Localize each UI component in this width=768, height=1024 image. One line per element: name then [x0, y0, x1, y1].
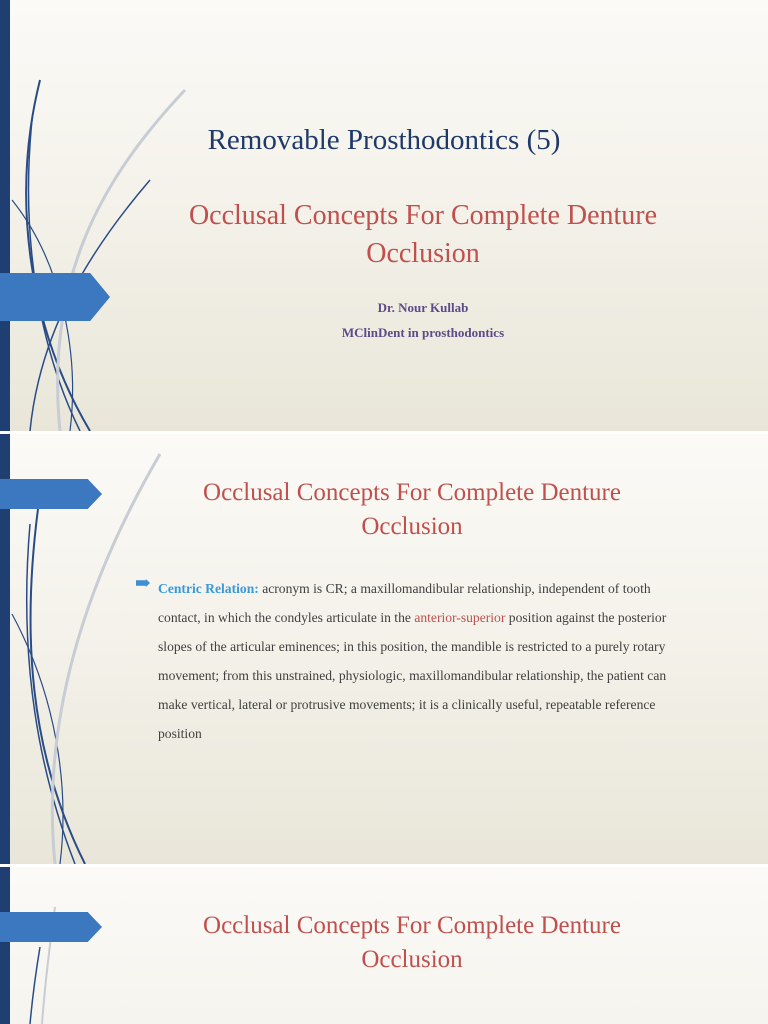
- subtitle-line-2: Occlusion: [366, 238, 480, 269]
- arrow-bullet-icon: [136, 579, 150, 587]
- presentation-subtitle: [80, 197, 766, 273]
- slide-title: [0, 0, 768, 431]
- bullet-term: Centric Relation:: [158, 581, 259, 596]
- bullet-text-part-1: acronym is CR; a maxillomandibular relationship, independent of tooth contact, in which the condyles articulate in the: [158, 581, 651, 625]
- presentation-title: Removable Prosthodontics (5): [207, 124, 561, 156]
- slide-occlusal-concepts: [0, 867, 768, 1024]
- slide-centric-relation: [0, 434, 768, 864]
- bullet-text: [158, 574, 696, 748]
- slide-heading: [60, 909, 764, 977]
- slide-heading-line-2: Occlusion: [361, 946, 463, 973]
- author-degree: MClinDent in prosthodontics: [341, 325, 505, 340]
- bullet-highlight: anterior-superior: [414, 610, 506, 625]
- author-name: Dr. Nour Kullab: [377, 300, 469, 315]
- bullet-text-part-2: position against the posterior slopes of the articular eminences; in this position, the mandible is restricted to a purely rotary movement; from this unstrained, physiologic, maxillomandibular relationship, the patient can make vertical, lateral or protrusive movements; it is a clinically useful, repeatable reference position: [158, 610, 667, 741]
- slide-heading-line-1: Occlusal Concepts For Complete Denture: [203, 912, 621, 939]
- slide-heading: [60, 476, 764, 544]
- slide-heading-line-1: Occlusal Concepts For Complete Denture: [203, 479, 621, 506]
- slide-heading-line-2: Occlusion: [361, 513, 463, 540]
- subtitle-line-1: Occlusal Concepts For Complete Denture: [188, 200, 658, 231]
- slide-edge-bar: [0, 0, 10, 431]
- bullet-item: [136, 574, 696, 748]
- slide-edge-bar: [0, 867, 10, 1024]
